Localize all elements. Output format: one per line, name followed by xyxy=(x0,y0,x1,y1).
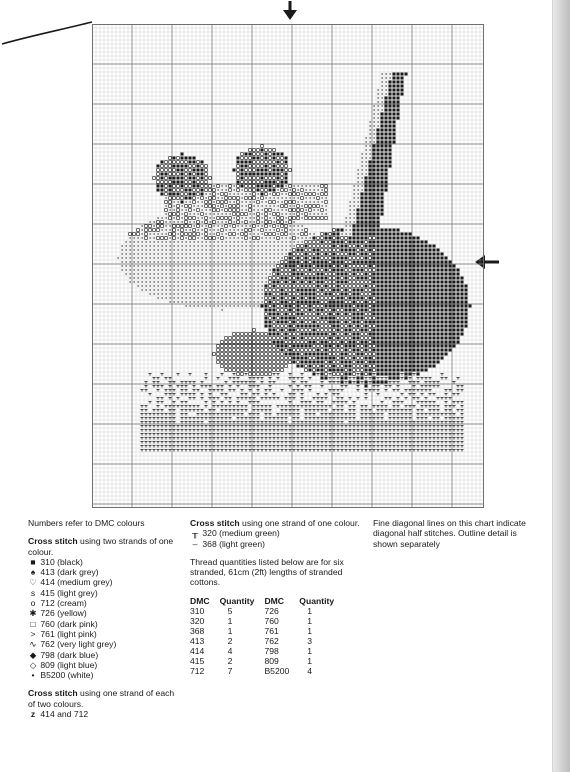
table-cell: 809 xyxy=(264,655,279,666)
dmc-code: 368 xyxy=(202,538,217,549)
cross-each-heading xyxy=(28,688,178,709)
table-cell: 1 xyxy=(307,605,313,616)
table-cell: 1 xyxy=(307,645,313,656)
blend-item xyxy=(28,709,178,719)
table-cell: 413 xyxy=(190,635,205,646)
stitch-symbol: o xyxy=(30,598,36,609)
table-cell: 5 xyxy=(227,605,233,616)
legend-item xyxy=(28,670,178,680)
legend-intro: Numbers refer to DMC colours xyxy=(28,518,145,528)
table-body xyxy=(190,606,344,676)
table-cell: 414 xyxy=(190,645,205,656)
dmc-code: 712 xyxy=(40,598,55,609)
black-stitches xyxy=(157,73,472,388)
table-cell: 320 xyxy=(190,615,205,626)
legend-item xyxy=(28,639,178,649)
table-cell: 2 xyxy=(227,635,233,646)
colour-name: (light grey) xyxy=(57,587,98,598)
table-cell: B5200 xyxy=(264,665,290,676)
legend-item xyxy=(28,629,178,639)
legend-item xyxy=(28,577,178,587)
stitch-symbol: > xyxy=(30,628,36,639)
table-header-cell: Quantity xyxy=(299,595,335,606)
table-cell: 368 xyxy=(190,625,205,636)
colour-name: (light blue) xyxy=(57,659,98,670)
dmc-code: 415 xyxy=(40,587,55,598)
table-cell: 2 xyxy=(227,655,233,666)
table-cell: 4 xyxy=(307,665,313,676)
table-cell: 1 xyxy=(307,615,313,626)
heading-rest: using one strand of each of two colours. xyxy=(28,688,175,709)
colour-name: (black) xyxy=(57,556,83,567)
dmc-code: 798 xyxy=(40,649,55,660)
table-cell: 1 xyxy=(307,625,313,636)
legend-item xyxy=(28,598,178,608)
heading-rest: using two strands of one colour. xyxy=(28,536,174,557)
chart-grid xyxy=(92,24,484,508)
dmc-code: 760 xyxy=(40,618,55,629)
table-header-cell: DMC xyxy=(190,595,210,606)
table-cell: 4 xyxy=(227,645,233,656)
cross-one-heading xyxy=(190,518,360,528)
colour-name: (dark grey) xyxy=(57,567,99,578)
dmc-code: 726 xyxy=(40,608,55,619)
stitch-symbol: ∿ xyxy=(29,639,37,650)
one-strand-column xyxy=(190,518,360,676)
table-row xyxy=(190,626,344,636)
table-header-row xyxy=(190,596,344,606)
table-cell: 415 xyxy=(190,655,205,666)
table-cell: 1 xyxy=(227,615,233,626)
stitch-symbol: • xyxy=(31,670,35,681)
legend-item xyxy=(28,660,178,670)
legend-column xyxy=(28,518,178,719)
table-row xyxy=(190,636,344,646)
dmc-code: 809 xyxy=(40,659,55,670)
legend-item xyxy=(28,588,178,598)
colour-name: (cream) xyxy=(57,598,87,609)
table-row xyxy=(190,606,344,616)
table-cell: 761 xyxy=(264,625,279,636)
stitch-symbol: ◆ xyxy=(29,649,37,660)
colour-name: (dark pink) xyxy=(57,618,98,629)
half-stitch-note: Fine diagonal lines on this chart indicate diagonal half stitches. Outline detail is shown separately xyxy=(373,518,526,549)
blend-symbol: z xyxy=(30,709,36,720)
table-row xyxy=(190,666,344,676)
legend-item xyxy=(28,619,178,629)
thread-note: Thread quantities listed below are for six stranded, 61cm (2ft) lengths of stranded cottons. xyxy=(190,556,344,588)
table-cell: 760 xyxy=(264,615,279,626)
page-edge-shadow xyxy=(553,0,570,772)
colour-name: (light green) xyxy=(219,538,265,549)
green-stitches xyxy=(141,374,464,452)
legend-item xyxy=(190,528,360,538)
colour-name: (yellow) xyxy=(57,608,87,619)
colour-name: (white) xyxy=(67,670,94,681)
table-cell: 1 xyxy=(227,625,233,636)
table-cell: 7 xyxy=(227,665,233,676)
dmc-code: 414 xyxy=(40,577,55,588)
one-strand-thread-list xyxy=(190,528,360,549)
heading-rest: using one strand of one colour. xyxy=(239,518,360,528)
table-row xyxy=(190,656,344,666)
table-cell: 1 xyxy=(307,655,313,666)
colour-name: (very light grey) xyxy=(57,639,117,650)
legend-item xyxy=(28,557,178,567)
dmc-code: B5200 xyxy=(40,670,66,681)
dmc-code: 310 xyxy=(40,556,55,567)
table-row xyxy=(190,646,344,656)
legend-item xyxy=(28,567,178,577)
stitch-symbol: – xyxy=(192,538,198,549)
cross-stitch-chart xyxy=(92,24,484,508)
table-cell: 762 xyxy=(264,635,279,646)
table-row xyxy=(190,616,344,626)
colour-name: (medium green) xyxy=(219,528,280,539)
thread-quantity-table xyxy=(190,596,344,676)
ink-stroke-mark xyxy=(0,0,95,48)
heading-bold: Cross stitch xyxy=(28,536,78,547)
table-header-cell: DMC xyxy=(264,595,285,606)
stitch-symbol: ■ xyxy=(30,556,36,567)
heading-bold: Cross stitch xyxy=(190,518,240,528)
dmc-code: 320 xyxy=(202,528,217,539)
table-cell: 798 xyxy=(264,645,279,656)
dmc-code: 762 xyxy=(40,639,55,650)
table-cell: 712 xyxy=(190,665,205,676)
heading-bold: Cross stitch xyxy=(28,688,78,699)
table-header-cell: Quantity xyxy=(219,595,255,606)
dmc-code: 413 xyxy=(40,567,55,578)
legend-item xyxy=(190,539,360,549)
cross-two-strand-heading xyxy=(28,536,178,557)
chart-note-column xyxy=(373,518,533,549)
legend-item xyxy=(28,608,178,618)
colour-name: (medium grey) xyxy=(57,577,113,588)
down-arrow-icon xyxy=(283,1,297,21)
stitch-symbol: s xyxy=(30,587,36,598)
blend-label: 414 and 712 xyxy=(40,709,89,720)
table-cell: 310 xyxy=(190,605,205,616)
table-cell: 726 xyxy=(264,605,279,616)
colour-name: (dark blue) xyxy=(57,649,99,660)
two-strand-thread-list xyxy=(28,557,178,681)
stitch-symbol: ♠ xyxy=(30,567,36,578)
stitch-symbol: ◇ xyxy=(29,659,37,670)
stitch-symbol: ✱ xyxy=(29,608,37,619)
dmc-code: 761 xyxy=(40,628,55,639)
legend-item xyxy=(28,650,178,660)
colour-name: (light pink) xyxy=(57,628,97,639)
stitch-symbol: □ xyxy=(30,618,36,629)
stitch-symbol: ♡ xyxy=(29,577,37,588)
table-cell: 3 xyxy=(307,635,313,646)
stitch-symbol: ╥ xyxy=(191,528,199,539)
